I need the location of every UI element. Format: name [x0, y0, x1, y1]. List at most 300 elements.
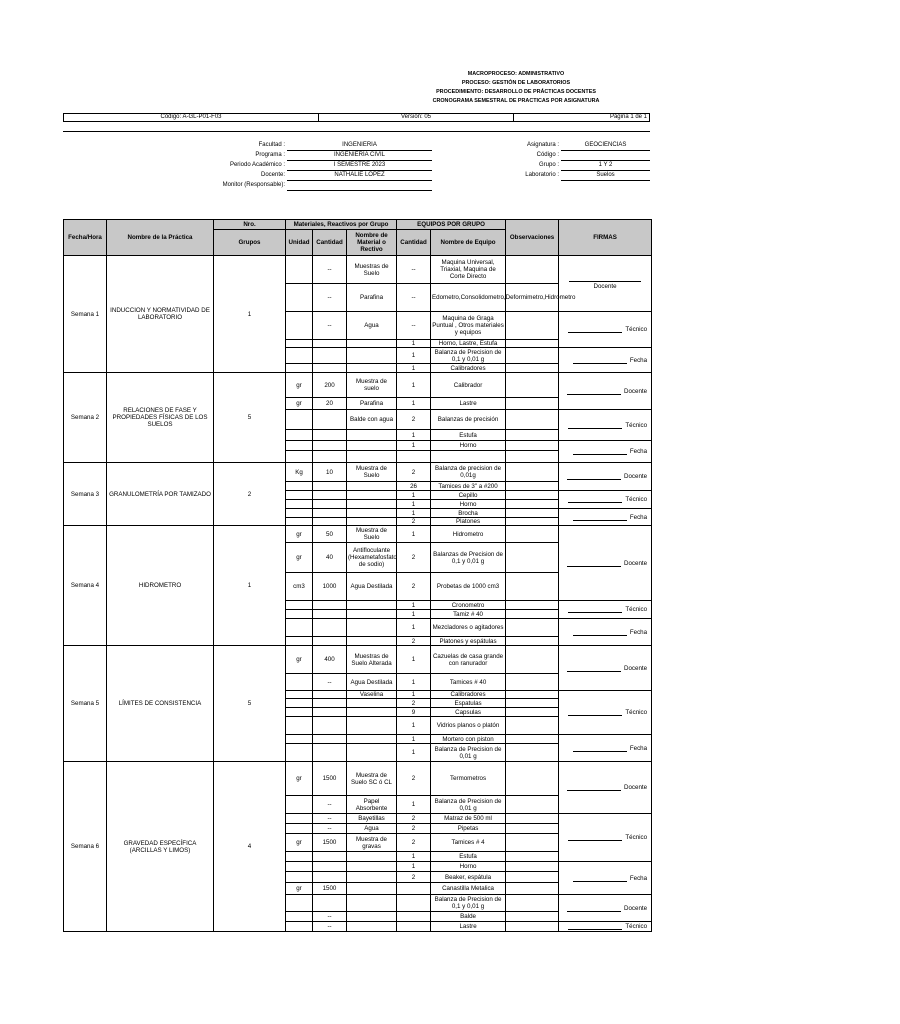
equipment-quantity: 2 — [397, 872, 431, 883]
equipment-quantity: 2 — [397, 637, 431, 646]
equipment-quantity: -- — [397, 256, 431, 284]
equipment-quantity — [397, 922, 431, 932]
signature-cell — [559, 526, 652, 601]
observations-cell — [506, 691, 559, 699]
material-name — [347, 708, 397, 717]
signature-cell — [559, 348, 652, 373]
material-unit — [286, 451, 313, 463]
equipment-quantity: 1 — [397, 398, 431, 410]
material-name — [347, 482, 397, 491]
signature-cell — [559, 922, 652, 932]
group-count: 4 — [214, 762, 286, 932]
material-quantity — [313, 348, 347, 364]
material-unit — [286, 509, 313, 518]
material-name — [347, 340, 397, 348]
material-unit: gr — [286, 646, 313, 674]
material-unit — [286, 491, 313, 500]
signature-line — [573, 448, 627, 455]
material-quantity — [313, 430, 347, 441]
material-unit — [286, 610, 313, 619]
equipment-name — [431, 451, 506, 463]
material-unit — [286, 717, 313, 735]
week-label: Semana 5 — [64, 646, 107, 762]
material-quantity — [313, 340, 347, 348]
material-quantity — [313, 410, 347, 430]
equipment-name: Horno, Lastre, Estufa — [431, 340, 506, 348]
equipment-name: Balanza de Precision de 0,01 g — [431, 796, 506, 814]
signature-cell — [559, 373, 652, 410]
material-quantity: -- — [313, 312, 347, 340]
header-nombre-equipo: Nombre de Equipo — [431, 230, 506, 256]
signature-line — [567, 560, 621, 567]
material-unit — [286, 852, 313, 862]
equipment-quantity: 2 — [397, 463, 431, 482]
observations-cell — [506, 340, 559, 348]
equipment-quantity: 1 — [397, 364, 431, 373]
material-name — [347, 883, 397, 895]
material-quantity — [313, 491, 347, 500]
equipment-quantity: 1 — [397, 348, 431, 364]
observations-cell — [506, 619, 559, 637]
material-unit — [286, 348, 313, 364]
equipment-quantity: 1 — [397, 441, 431, 451]
equipment-quantity: 2 — [397, 573, 431, 601]
material-name: Papel Absorbente — [347, 796, 397, 814]
material-quantity: 20 — [313, 398, 347, 410]
signature-role: Docente — [624, 387, 648, 395]
table-row — [64, 646, 652, 674]
equipment-name: Lastre — [431, 922, 506, 932]
equipment-name: Estufa — [431, 852, 506, 862]
material-unit — [286, 284, 313, 312]
group-count: 5 — [214, 373, 286, 463]
equipment-quantity: 1 — [397, 862, 431, 872]
table-row — [64, 463, 652, 482]
material-unit — [286, 862, 313, 872]
equipment-name: Tamices # 4 — [431, 834, 506, 852]
equipment-quantity: 2 — [397, 699, 431, 708]
signature-role: Técnico — [625, 923, 648, 930]
observations-cell — [506, 717, 559, 735]
observations-cell — [506, 491, 559, 500]
signature-role: Técnico — [625, 606, 648, 613]
equipment-name: Tamiz # 40 — [431, 610, 506, 619]
signature-role: Fecha — [629, 513, 648, 521]
info-label: Periodo Académico : — [229, 162, 285, 168]
table-row — [64, 373, 652, 398]
material-name — [347, 348, 397, 364]
observations-cell — [506, 482, 559, 491]
signature-role: Fecha — [629, 744, 648, 752]
material-name: Muestras de Suelo Alterada — [347, 646, 397, 674]
material-name — [347, 735, 397, 744]
equipment-quantity: 1 — [397, 619, 431, 637]
signature-cell — [559, 862, 652, 895]
equipment-quantity: 9 — [397, 708, 431, 717]
signature-line — [567, 905, 621, 912]
observations-cell — [506, 735, 559, 744]
header-equipos: EQUIPOS POR GRUPO — [397, 220, 506, 230]
practice-name: GRANULOMETRÍA POR TAMIZADO — [107, 463, 214, 526]
material-name: Balde con agua — [347, 410, 397, 430]
material-unit: gr — [286, 526, 313, 543]
material-quantity — [313, 691, 347, 699]
signature-line — [568, 709, 622, 716]
material-quantity — [313, 364, 347, 373]
material-name — [347, 451, 397, 463]
material-quantity — [313, 601, 347, 610]
material-quantity — [313, 744, 347, 762]
material-quantity — [313, 637, 347, 646]
signature-cell — [559, 601, 652, 619]
info-value: GEOCIENCIAS — [561, 141, 650, 151]
equipment-quantity: 1 — [397, 430, 431, 441]
material-quantity: 1000 — [313, 573, 347, 601]
material-quantity — [313, 482, 347, 491]
material-unit — [286, 619, 313, 637]
material-quantity: -- — [313, 912, 347, 922]
observations-cell — [506, 646, 559, 674]
observations-cell — [506, 573, 559, 601]
equipment-quantity: 2 — [397, 518, 431, 526]
material-unit — [286, 912, 313, 922]
info-value: I SEMESTRE 2023 — [287, 161, 432, 171]
material-quantity: -- — [313, 824, 347, 834]
cronograma-title: CRONOGRAMA SEMESTRAL DE PRACTICAS POR ASIGNATURA — [432, 98, 600, 104]
observations-cell — [506, 500, 559, 509]
signature-role: Técnico — [625, 496, 648, 503]
equipment-name: Platones — [431, 518, 506, 526]
practice-name: RELACIONES DE FASE Y PROPIEDADES FÍSICAS DE LOS SUELOS — [107, 373, 214, 463]
week-label: Semana 4 — [64, 526, 107, 646]
material-name — [347, 430, 397, 441]
material-quantity — [313, 708, 347, 717]
signature-role: Docente — [624, 473, 648, 480]
signature-cell — [559, 619, 652, 646]
material-name — [347, 491, 397, 500]
equipment-quantity: 2 — [397, 834, 431, 852]
practice-name: LÍMITES DE CONSISTENCIA — [107, 646, 214, 762]
equipment-name: Hidrometro — [431, 526, 506, 543]
equipment-name: Maquina de Graga Puntual , Otros materiales y equipos — [431, 312, 506, 340]
table-row — [64, 256, 652, 284]
signature-line — [573, 514, 627, 521]
equipment-quantity: 1 — [397, 610, 431, 619]
equipment-quantity: 1 — [397, 717, 431, 735]
material-name: Muestra de Suelo — [347, 463, 397, 482]
equipment-name: Espatulas — [431, 699, 506, 708]
material-name: Agua Destilada — [347, 573, 397, 601]
observations-cell — [506, 543, 559, 573]
equipment-name: Cazuelas de casa grande con ranurador — [431, 646, 506, 674]
equipment-quantity: 1 — [397, 340, 431, 348]
equipment-name: Vidrios planos o platón — [431, 717, 506, 735]
equipment-name: Maquina Universal, Triaxial, Maquina de Corte Directo — [431, 256, 506, 284]
material-quantity: 1500 — [313, 834, 347, 852]
equipment-quantity: 2 — [397, 824, 431, 834]
equipment-name: Calibradores — [431, 364, 506, 373]
observations-cell — [506, 912, 559, 922]
material-quantity: -- — [313, 922, 347, 932]
observations-cell — [506, 814, 559, 824]
equipment-name: Canastilla Metalica — [431, 883, 506, 895]
material-unit — [286, 674, 313, 691]
material-quantity: 1500 — [313, 883, 347, 895]
observations-cell — [506, 348, 559, 364]
signature-line — [568, 326, 622, 333]
equipment-name: Balanza de Precision de 0,1 y 0,01 g — [431, 895, 506, 912]
group-count: 5 — [214, 646, 286, 762]
material-unit: gr — [286, 834, 313, 852]
observations-cell — [506, 509, 559, 518]
signature-role: Docente — [624, 664, 648, 672]
equipment-name: Capsulas — [431, 708, 506, 717]
signature-role: Técnico — [625, 834, 648, 841]
equipment-quantity: 2 — [397, 762, 431, 796]
equipment-quantity: 2 — [397, 814, 431, 824]
observations-cell — [506, 312, 559, 340]
material-unit: gr — [286, 398, 313, 410]
info-value: 1 Y 2 — [561, 161, 650, 171]
material-unit — [286, 895, 313, 912]
material-unit: cm3 — [286, 573, 313, 601]
material-unit: gr — [286, 373, 313, 398]
equipment-quantity: -- — [397, 312, 431, 340]
equipment-name: Matraz de 500 ml — [431, 814, 506, 824]
equipment-quantity: 1 — [397, 852, 431, 862]
header-unidad: Unidad — [286, 230, 313, 256]
equipment-name: Tamices de 3" a #200 — [431, 482, 506, 491]
signature-line — [568, 834, 622, 841]
signature-role: Docente — [624, 784, 648, 791]
material-unit — [286, 691, 313, 699]
material-name: Agua — [347, 824, 397, 834]
signature-role: Docente — [593, 283, 617, 290]
procedimiento-title: PROCEDIMIENTO: DESARROLLO DE PRÁCTICAS DOCENTES — [436, 89, 596, 95]
material-name: Muestra de Suelo SC ó CL — [347, 762, 397, 796]
material-unit — [286, 735, 313, 744]
equipment-name: Edometro,Consolidometro,Deformimetro,Hidrometro — [431, 284, 506, 312]
material-unit — [286, 430, 313, 441]
equipment-quantity: 1 — [397, 526, 431, 543]
observations-cell — [506, 834, 559, 852]
header-nro: Nro. — [214, 220, 286, 230]
material-name — [347, 441, 397, 451]
material-quantity: -- — [313, 284, 347, 312]
observations-cell — [506, 895, 559, 912]
material-unit — [286, 256, 313, 284]
equipment-quantity: 2 — [397, 410, 431, 430]
equipment-name: Termometros — [431, 762, 506, 796]
document-code-bar — [63, 113, 650, 122]
material-quantity — [313, 500, 347, 509]
signature-cell — [559, 256, 652, 312]
header-grupos: Grupos — [214, 230, 286, 256]
info-label: Programa : — [255, 152, 285, 158]
material-name: Agua Destilada — [347, 674, 397, 691]
info-value: NATHALIE LOPEZ — [287, 171, 432, 181]
material-name: Antifloculante (Hexametafosfato de sodio) — [347, 543, 397, 573]
material-quantity: 200 — [313, 373, 347, 398]
proceso-title: PROCESO: GESTIÓN DE LABORATORIOS — [461, 80, 571, 86]
equipment-quantity — [397, 883, 431, 895]
equipment-name: Calibradores — [431, 691, 506, 699]
equipment-name: Probetas de 1000 cm3 — [431, 573, 506, 601]
material-name: Muestra de suelo — [347, 373, 397, 398]
material-unit — [286, 518, 313, 526]
material-unit — [286, 410, 313, 430]
header-cantidad: Cantidad — [313, 230, 347, 256]
material-name: Muestras de Suelo — [347, 256, 397, 284]
material-quantity — [313, 619, 347, 637]
signature-cell — [559, 762, 652, 814]
material-name — [347, 364, 397, 373]
equipment-name: Tamices # 40 — [431, 674, 506, 691]
observations-cell — [506, 852, 559, 862]
observations-cell — [506, 637, 559, 646]
info-value: Suelos — [561, 171, 650, 181]
material-quantity: 400 — [313, 646, 347, 674]
material-name: Muestra de Suelo — [347, 526, 397, 543]
info-label: Facultad : — [258, 142, 285, 148]
macroproceso-title: MACROPROCESO: ADMINISTRATIVO — [467, 71, 565, 77]
material-name — [347, 717, 397, 735]
material-name: Vaselina — [347, 691, 397, 699]
material-quantity: -- — [313, 674, 347, 691]
material-quantity: -- — [313, 256, 347, 284]
info-label: Laboratorio : — [525, 172, 559, 178]
material-quantity: 50 — [313, 526, 347, 543]
table-row — [64, 526, 652, 543]
material-unit — [286, 500, 313, 509]
material-unit — [286, 922, 313, 932]
material-unit — [286, 744, 313, 762]
equipment-quantity: 1 — [397, 674, 431, 691]
material-name — [347, 862, 397, 872]
signature-cell — [559, 646, 652, 691]
material-unit — [286, 637, 313, 646]
equipment-quantity: 1 — [397, 735, 431, 744]
observations-cell — [506, 708, 559, 717]
header-firmas: FIRMAS — [559, 220, 652, 256]
observations-cell — [506, 518, 559, 526]
material-quantity — [313, 451, 347, 463]
signature-cell — [559, 509, 652, 526]
equipment-name: Lastre — [431, 398, 506, 410]
material-name — [347, 912, 397, 922]
week-label: Semana 3 — [64, 463, 107, 526]
material-unit — [286, 814, 313, 824]
signature-line — [573, 629, 627, 636]
signature-role: Docente — [624, 904, 648, 912]
material-quantity: 10 — [313, 463, 347, 482]
material-name — [347, 895, 397, 912]
material-unit — [286, 824, 313, 834]
signature-line — [568, 422, 622, 429]
material-name — [347, 872, 397, 883]
material-name — [347, 518, 397, 526]
signature-cell — [559, 735, 652, 762]
observations-cell — [506, 862, 559, 872]
material-quantity — [313, 872, 347, 883]
signature-line — [568, 496, 622, 503]
material-name — [347, 601, 397, 610]
observations-cell — [506, 526, 559, 543]
signature-cell — [559, 491, 652, 509]
info-label: Código : — [536, 152, 559, 158]
material-unit — [286, 364, 313, 373]
signature-line — [567, 388, 621, 395]
header-observaciones: Observaciones — [506, 220, 559, 256]
divider — [63, 131, 650, 132]
observations-cell — [506, 256, 559, 284]
equipment-name: Mortero con piston — [431, 735, 506, 744]
signature-line — [567, 665, 621, 672]
material-unit — [286, 708, 313, 717]
material-quantity — [313, 852, 347, 862]
equipment-name: Balanza de Precision de 0,1 y 0,01 g — [431, 348, 506, 364]
observations-cell — [506, 398, 559, 410]
document-version: Versión: 05 — [319, 114, 514, 122]
material-unit: gr — [286, 543, 313, 573]
practice-name: INDUCCION Y NORMATIVIDAD DE LABORATORIO — [107, 256, 214, 373]
material-name — [347, 500, 397, 509]
observations-cell — [506, 922, 559, 932]
signature-line — [567, 473, 621, 480]
equipment-name: Balanzas de precisión — [431, 410, 506, 430]
group-count: 2 — [214, 463, 286, 526]
practice-name: HIDROMETRO — [107, 526, 214, 646]
material-name — [347, 637, 397, 646]
signature-cell — [559, 691, 652, 735]
equipment-quantity: 1 — [397, 744, 431, 762]
signature-role: Técnico — [625, 709, 648, 716]
material-name: Parafina — [347, 284, 397, 312]
week-label: Semana 1 — [64, 256, 107, 373]
signature-role: Técnico — [625, 421, 648, 429]
info-value: INGENIERÍA CIVIL — [287, 151, 432, 161]
signature-cell — [559, 814, 652, 862]
material-unit: gr — [286, 883, 313, 895]
material-quantity — [313, 735, 347, 744]
week-label: Semana 6 — [64, 762, 107, 932]
schedule-table — [63, 219, 652, 932]
signature-role: Técnico — [625, 326, 648, 333]
signature-line — [573, 875, 627, 882]
material-unit — [286, 441, 313, 451]
material-quantity: -- — [313, 814, 347, 824]
header-materiales: Materiales, Reactivos por Grupo — [286, 220, 397, 230]
group-count: 1 — [214, 256, 286, 373]
signature-role: Fecha — [629, 874, 648, 882]
observations-cell — [506, 410, 559, 430]
material-unit: gr — [286, 762, 313, 796]
observations-cell — [506, 744, 559, 762]
material-name — [347, 509, 397, 518]
material-unit — [286, 699, 313, 708]
equipment-name: Estufa — [431, 430, 506, 441]
equipment-name: Mezcladores o agitadores — [431, 619, 506, 637]
equipment-quantity: 1 — [397, 491, 431, 500]
signature-role: Docente — [624, 559, 648, 567]
material-unit: Kg — [286, 463, 313, 482]
table-row — [64, 762, 652, 796]
observations-cell — [506, 364, 559, 373]
material-quantity — [313, 441, 347, 451]
signature-line — [573, 357, 627, 364]
observations-cell — [506, 373, 559, 398]
signature-cell — [559, 410, 652, 441]
